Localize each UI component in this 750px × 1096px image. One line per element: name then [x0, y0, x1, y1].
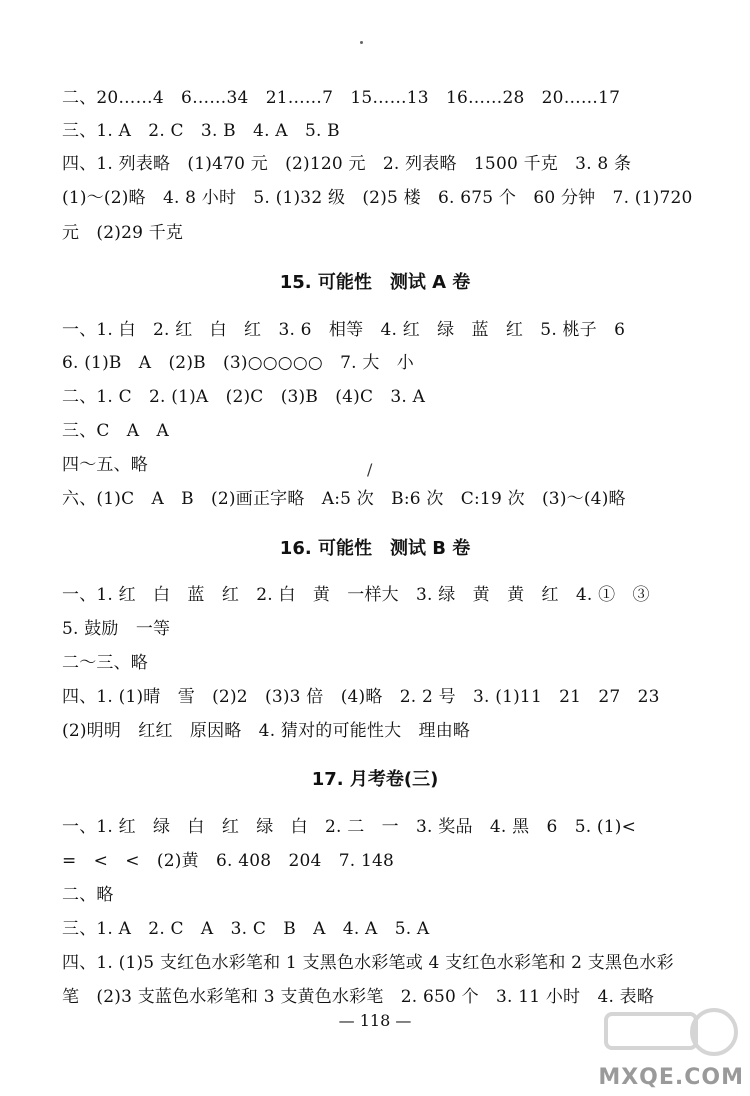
answer-line: 四、1. (1)晴 雪 (2)2 (3)3 倍 (4)略 2. 2 号 3. (1)11 21 27 23: [62, 687, 660, 707]
scan-dot: [360, 41, 363, 44]
answer-line: (1)～(2)略 4. 8 小时 5. (1)32 级 (2)5 楼 6. 675 个 60 分钟 7. (1)720: [62, 188, 693, 208]
answer-line: 四～五、略: [62, 455, 148, 475]
answer-line: 5. 鼓励 一等: [62, 619, 171, 639]
answer-line: 六、(1)C A B (2)画正字略 A:5 次 B:6 次 C:19 次 (3)～(4)略: [62, 489, 626, 509]
answer-line: = < < (2)黄 6. 408 204 7. 148: [62, 851, 395, 871]
watermark-text: MXQE.COM: [598, 1065, 744, 1090]
section-title: 16. 可能性 测试 B 卷: [279, 538, 471, 559]
answer-line: 三、1. A 2. C A 3. C B A 4. A 5. A: [62, 919, 430, 939]
answer-line: 二、1. C 2. (1)A (2)C (3)B (4)C 3. A: [62, 387, 426, 407]
answer-line: 二～三、略: [62, 653, 148, 673]
answer-line: 笔 (2)3 支蓝色水彩笔和 3 支黄色水彩笔 2. 650 个 3. 11 小时 4. 表略: [62, 987, 655, 1007]
section-title: 17. 月考卷(三): [311, 769, 439, 790]
section-title: 15. 可能性 测试 A 卷: [279, 272, 471, 293]
answer-line: 6. (1)B A (2)B (3)○○○○○ 7. 大 小: [62, 353, 414, 373]
answer-line: 四、1. 列表略 (1)470 元 (2)120 元 2. 列表略 1500 千克 3. 8 条: [62, 154, 632, 174]
answer-line: 二、略: [62, 885, 114, 905]
answer-line: 一、1. 红 绿 白 红 绿 白 2. 二 一 3. 奖品 4. 黑 6 5. (1)<: [62, 817, 637, 837]
answer-line: (2)明明 红红 原因略 4. 猜对的可能性大 理由略: [62, 721, 471, 741]
answer-line: 一、1. 白 2. 红 白 红 3. 6 相等 4. 红 绿 蓝 红 5. 桃子 6: [62, 320, 626, 340]
stray-mark: /: [367, 460, 373, 479]
answer-line: 三、1. A 2. C 3. B 4. A 5. B: [62, 121, 340, 141]
answer-line: 四、1. (1)5 支红色水彩笔和 1 支黑色水彩笔或 4 支红色水彩笔和 2 支黑色水彩: [62, 953, 674, 973]
answer-line: 三、C A A: [62, 421, 169, 441]
answer-line: 一、1. 红 白 蓝 红 2. 白 黄 一样大 3. 绿 黄 黄 红 4. ① ③: [62, 585, 650, 605]
answer-line: 二、20……4 6……34 21……7 15……13 16……28 20……17: [62, 88, 621, 108]
answer-line: 元 (2)29 千克: [62, 223, 184, 243]
page-number: — 118 —: [338, 1011, 412, 1030]
